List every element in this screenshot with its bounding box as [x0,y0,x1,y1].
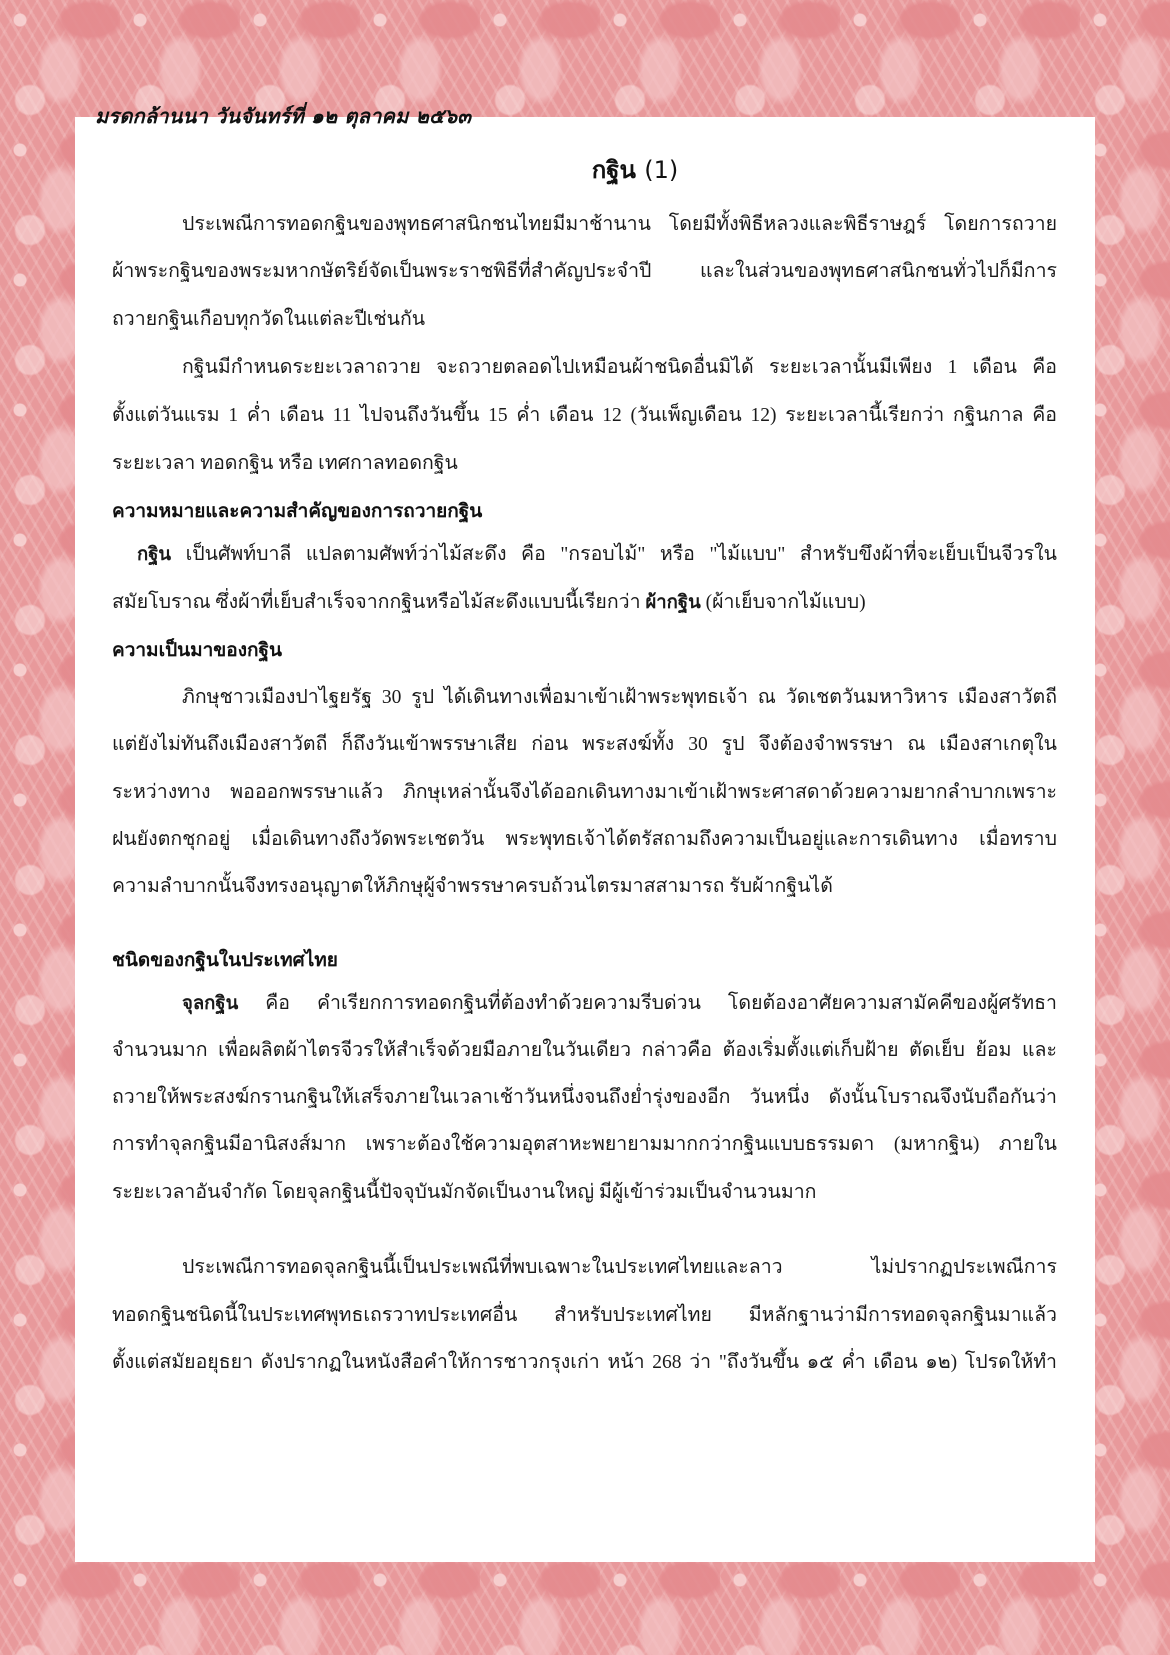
origin-line-1: ภิกษุชาวเมืองปาไฐยรัฐ 30 รูป ได้เดินทางเพื่อมาเข้าเฝ้าพระพุทธเจ้า ณ วัดเชตวันมหาวิหาร เมืองสาวัตถี [182,687,1057,708]
tradition-line-1: ประเพณีการทอดจุลกฐินนี้เป็นประเพณีที่พบเฉพาะในประเทศไทยและลาว ไม่ปรากฏประเพณีการ [182,1257,1057,1278]
origin-line-2: แต่ยังไม่ทันถึงเมืองสาวัตถี ก็ถึงวันเข้าพรรษาเสีย ก่อน พระสงฆ์ทั้ง 30 รูป จึงต้องจำพรรษา ณ เมืองสาเกตุใน [112,734,1057,755]
series-date-header: มรดกล้านนา วันจันทร์ที่ ๑๒ ตุลาคม ๒๕๖๓ [95,104,472,128]
meaning-line-2 [112,588,1057,618]
types-line-5: ระยะเวลาอันจำกัด โดยจุลกฐินนี้ปัจจุบันมักจัดเป็นงานใหญ่ มีผู้เข้าร่วมเป็นจำนวนมาก [112,1182,817,1203]
meaning-line-1-text: เป็นศัพท์บาลี แปลตามศัพท์ว่าไม้สะดึง คือ "กรอบไม้" หรือ "ไม้แบบ" สำหรับขึงผ้าที่จะเย็บเป็นจีวรใน [171,544,1057,565]
meaning-line-2-text: สมัยโบราณ ซึ่งผ้าที่เย็บสำเร็จจากกฐินหรือไม้สะดึงแบบนี้เรียกว่า [112,592,646,613]
types-line-3: ถวายให้พระสงฆ์กรานกฐินให้เสร็จภายในเวลาเช้าวันหนึ่งจนถึงย่ำรุ่งของอีก วันหนึ่ง ดังนั้นโบราณจึงนับถือกันว่า [112,1087,1057,1108]
types-line-2: จำนวนมาก เพื่อผลิตผ้าไตรจีวรให้สำเร็จด้วยมือภายในวันเดียว กล่าวคือ ต้องเริ่มตั้งแต่เก็บฝ้าย ตัดเย็บ ย้อม และ [112,1040,1057,1061]
tradition-line-3: ตั้งแต่สมัยอยุธยา ดังปรากฏในหนังสือคำให้การชาวกรุงเก่า หน้า 268 ว่า "ถึงวันขึ้น ๑๕ ค่ำ เดือน ๑๒) โปรดให้ทำ [112,1352,1057,1373]
page-title [0,150,1170,189]
intro-line-3: ถวายกฐินเกือบทุกวัดในแต่ละปีเช่นกัน [112,309,426,330]
period-line-1: กฐินมีกำหนดระยะเวลาถวาย จะถวายตลอดไปเหมือนผ้าชนิดอื่นมิได้ ระยะเวลานั้นมีเพียง 1 เดือน คือ [182,357,1057,378]
types-line-1-text: คือ คำเรียกการทอดกฐินที่ต้องทำด้วยความรีบด่วน โดยต้องอาศัยความสามัคคีของผู้ศรัทธา [238,993,1057,1014]
intro-line-2: ผ้าพระกฐินของพระมหากษัตริย์จัดเป็นพระราชพิธีที่สำคัญประจำปี และในส่วนของพุทธศาสนิกชนทั่วไปก็มีการ [112,261,1057,282]
title-main: กฐิน [591,156,636,184]
period-line-2: ตั้งแต่วันแรม 1 ค่ำ เดือน 11 ไปจนถึงวันขึ้น 15 ค่ำ เดือน 12 (วันเพ็ญเดือน 12) ระยะเวลานี้เรียกว่า กฐินกาล คือ [112,405,1057,426]
meaning-line-1 [137,540,1057,570]
origin-line-4: ฝนยังตกชุกอยู่ เมื่อเดินทางถึงวัดพระเชตวัน พระพุทธเจ้าได้ตรัสถามถึงความเป็นอยู่และการเดินทาง เมื่อทราบ [112,829,1057,850]
term-pha-kathin: ผ้ากฐิน [645,592,701,613]
term-chula-kathin: จุลกฐิน [182,993,239,1014]
period-line-3: ระยะเวลา ทอดกฐิน หรือ เทศกาลทอดกฐิน [112,453,458,474]
tradition-line-2: ทอดกฐินชนิดนี้ในประเทศพุทธเถรวาทประเทศอื่น สำหรับประเทศไทย มีหลักฐานว่ามีการทอดจุลกฐินมาแล้ว [112,1305,1057,1326]
types-line-1 [182,989,1057,1019]
term-kathin: กฐิน [137,544,172,565]
section-heading-origin: ความเป็นมาของกฐิน [112,639,282,661]
title-part: (1) [644,156,679,184]
origin-line-5: ความลำบากนั้นจึงทรงอนุญาตให้ภิกษุผู้จำพรรษาครบถ้วนไตรมาสสามารถ รับผ้ากฐินได้ [112,876,833,897]
section-heading-types: ชนิดของกฐินในประเทศไทย [112,949,338,971]
meaning-line-2-tail: (ผ้าเย็บจากไม้แบบ) [700,592,866,613]
intro-line-1: ประเพณีการทอดกฐินของพุทธศาสนิกชนไทยมีมาช้านาน โดยมีทั้งพิธีหลวงและพิธีราษฎร์ โดยการถวาย [182,214,1057,235]
section-heading-meaning: ความหมายและความสำคัญของการถวายกฐิน [112,500,483,522]
origin-line-3: ระหว่างทาง พอออกพรรษาแล้ว ภิกษุเหล่านั้นจึงได้ออกเดินทางมาเข้าเฝ้าพระศาสดาด้วยความยากลำบากเพราะ [112,782,1057,803]
types-line-4: การทำจุลกฐินมีอานิสงส์มาก เพราะต้องใช้ความอุตสาหะพยายามมากกว่ากฐินแบบธรรมดา (มหากฐิน) ภายใน [112,1134,1057,1155]
